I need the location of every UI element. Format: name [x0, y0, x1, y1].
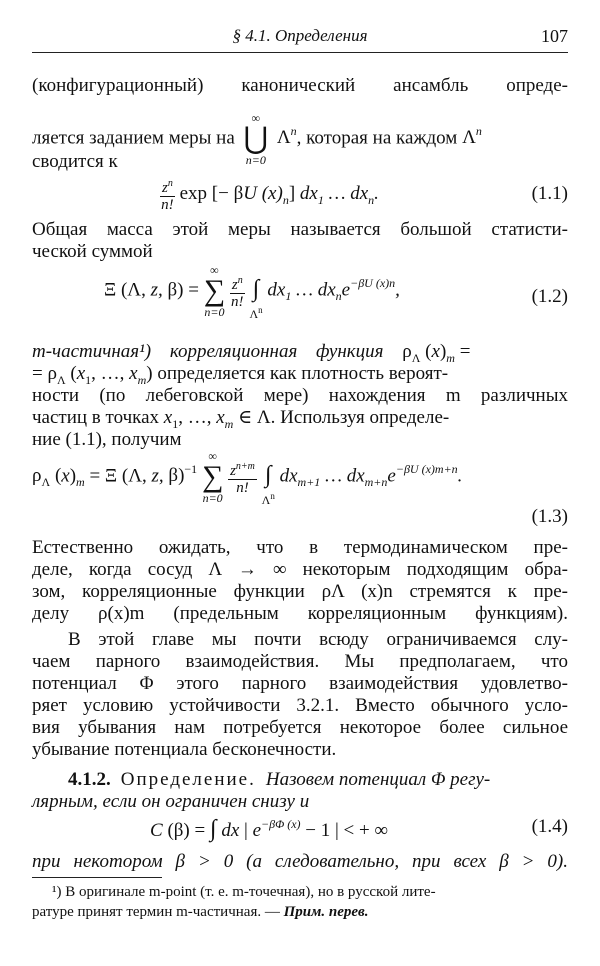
equation-1-3: $\rho_\Lambda$ $(x)_m = \Xi$ (Λ, z, β)$^{-1}$ ∞ ∑ n=0 $\frac{z^{n+m}}{n!}$ ∫ $\Lambda^n$ $dx_{m+1}$ … $dx_{m+n}e^{-\beta U (x)m+n}$. — [32, 449, 463, 507]
text-line: деле, когда сосуд Λ → ∞ некоторым подходящим обра- — [32, 559, 568, 580]
equation-number: (1.1) — [531, 183, 568, 204]
text-line: при некотором β > 0 (а следовательно, при всех β > 0). — [32, 851, 568, 872]
text-line: зом, корреляционные функции ρΛ (x)n стремятся к пре- — [32, 581, 568, 602]
text-line: сводится к — [32, 151, 118, 172]
text-segment: частиц в точках — [32, 407, 160, 428]
definition-number: 4.1.2. — [68, 769, 111, 790]
sum-operator: ∞ ∑ n=0 — [201, 449, 224, 505]
footnote-line — [32, 904, 568, 921]
text-line: делу ρ(x)m (предельным корреляционным функциям). — [32, 603, 568, 624]
running-title: § 4.1. Определения — [232, 26, 368, 45]
equation-1-2: Ξ (Λ, z, β) = ∞ ∑ n=0 $\frac{z^n}{n!}$ ∫ $\Lambda^n$ $dx_1$ … $dx_ne^{-\beta U (x)n}$, — [104, 263, 400, 321]
union-operator: ∞ ⋃ n=0 — [243, 111, 269, 167]
text-line: = $\rho_\Lambda$ ($x_1$, …, $x_m$) определяется как плотность вероят- — [32, 363, 449, 387]
equation-1-1: $\frac{z^n}{n!}$ exp [− βU $(x)_n$] $dx_1$ … $dx_n$. — [161, 178, 379, 213]
page-number: 107 — [541, 26, 568, 46]
text-segment: ратуре принят термин m-частичная. — — [32, 904, 280, 920]
text-line: m-частичная¹) корреляционная функция $\rho_\Lambda$ $(x)_m$ = — [32, 341, 471, 365]
text-line: ческой суммой — [32, 241, 153, 262]
text-line: вия убывания нам потребуется некоторое более сильное — [32, 717, 568, 738]
text-segment: ляется заданием меры на — [32, 127, 235, 149]
definition-heading — [68, 768, 568, 792]
text-line: ние (1.1), получим — [32, 429, 182, 450]
text-segment: определяется как плотность вероят- — [157, 363, 449, 384]
footnote-rule — [32, 877, 162, 878]
equation-1-4: C (β) = ∫ dx | $e^{-\beta\Phi (x)} - 1$ | < + ∞ — [150, 816, 389, 842]
running-header — [32, 26, 568, 52]
header-rule — [32, 52, 568, 53]
text-line: ности (по лебеговской мере) нахождения m различных — [32, 385, 568, 406]
text-segment: . Используя определе- — [270, 407, 450, 428]
text-line: убывание потенциала бесконечности. — [32, 739, 337, 760]
footnote-line: ¹) В оригинале m-point (т. е. m-точечная), но в русской лите- — [52, 884, 436, 900]
text-line: чаем парного взаимодействия. Мы предполагаем, что — [32, 651, 568, 672]
text-line: ляется заданием меры на ∞ ⋃ n=0 $\Lambda^n$, которая на каждом $\Lambda^n$ — [32, 111, 482, 167]
text-segment: , которая на каждом — [296, 127, 458, 149]
text-segment: m-частичная¹) корреляционная функция — [32, 341, 384, 362]
definition-word: Определение. — [120, 769, 256, 790]
text-line: потенциал Φ этого парного взаимодействия удовлетво- — [32, 673, 568, 694]
text-line: В этой главе мы почти всюду ограничиваемся слу- — [68, 629, 568, 650]
equation-number: (1.4) — [531, 816, 568, 837]
text-line: Естественно ожидать, что в термодинамическом пре- — [32, 537, 568, 558]
definition-text: Назовем потенциал Φ регу- — [265, 769, 491, 790]
sum-operator: ∞ ∑ n=0 — [203, 263, 226, 319]
text-line: частиц в точках $x_1$, …, $x_m$ ∈ Λ. Используя определе- — [32, 407, 450, 431]
equation-number: (1.3) — [531, 506, 568, 527]
text-line: лярным, если он ограничен снизу и — [32, 791, 310, 812]
text-line: Общая масса этой меры называется большой статисти- — [32, 219, 568, 240]
text-line: (конфигурационный) канонический ансамбль опреде- — [32, 75, 568, 96]
text-line: ряет условию устойчивости 3.2.1. Вместо обычного усло- — [32, 695, 568, 716]
equation-number: (1.2) — [531, 286, 568, 307]
translator-note: Прим. перев. — [283, 904, 369, 920]
